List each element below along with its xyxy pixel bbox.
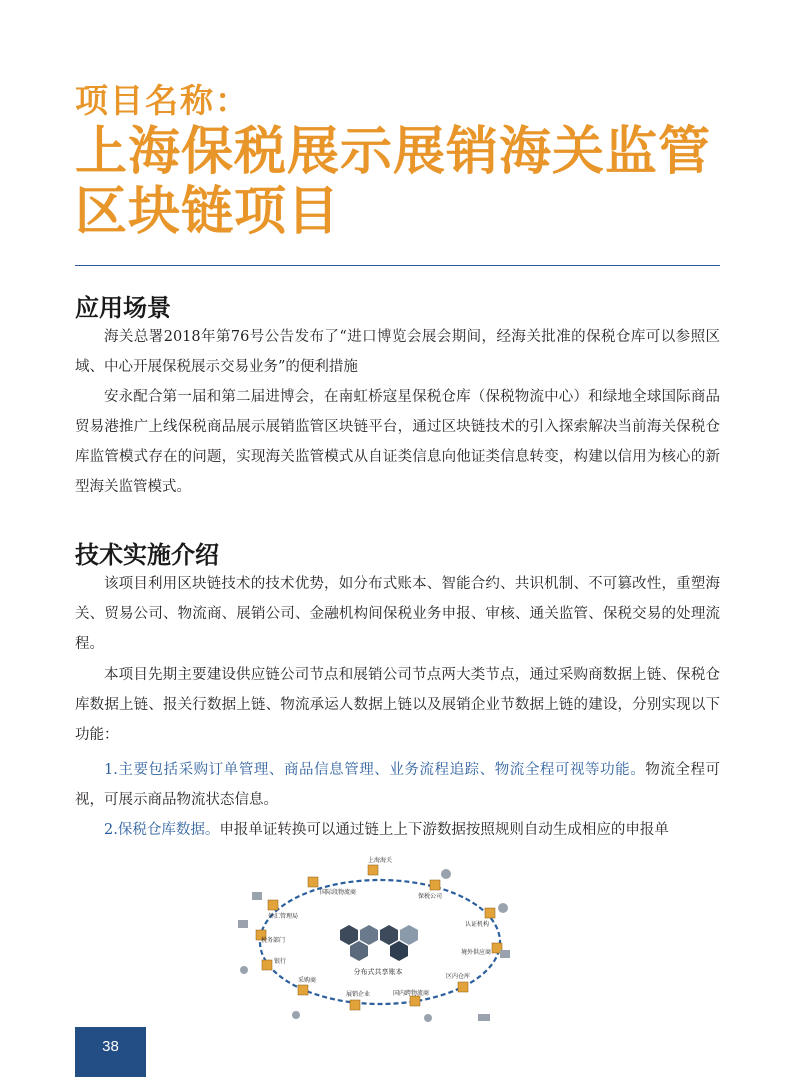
paragraph: 安永配合第一届和第二届进博会，在南虹桥寇星保税仓库（保税物流中心）和绿地全球国际商品贸易港推广上线保税商品展示展销监管区块链平台，通过区块链技术的引入探索解决当前海关保税仓库监管模式存在的问题，实现海关监管模式从自证类信息向他证类信息转变，构建以信用为核心的新型海关监管模式。 (75, 389, 720, 495)
node-block (485, 908, 495, 918)
building-icon (500, 950, 510, 958)
list-item-highlight: 2.保税仓库数据。 (104, 822, 220, 838)
project-title-line-1: 上海保税展示展销海关监管 (75, 122, 712, 182)
certification-icon (498, 903, 508, 913)
globe-icon (441, 869, 451, 879)
node-label: 区内仓库 (446, 973, 471, 980)
node-label: 展销企业 (346, 991, 371, 998)
list-item (75, 755, 720, 815)
node-block (458, 982, 468, 992)
truck-icon (478, 1014, 490, 1021)
section-title-implementation: 技术实施介绍 (75, 541, 219, 569)
project-title (75, 122, 735, 242)
node-block (410, 996, 420, 1006)
shared-ledger-center (340, 925, 418, 976)
list-item-text: 申报单证转换可以通过链上上下游数据按照规则自动生成相应的申报单 (219, 822, 669, 838)
node-label: 外汇管理局 (268, 913, 299, 920)
center-label: 分布式共享账本 (353, 968, 403, 976)
title-divider (75, 265, 720, 266)
home-icon (292, 1011, 300, 1019)
building-icon (252, 892, 262, 900)
list-item-highlight: 1.主要包括采购订单管理、商品信息管理、业务流程追踪、物流全程可视等功能。 (104, 762, 646, 778)
node-block (368, 865, 378, 875)
node-label: 国际段物流商 (320, 889, 357, 896)
node-block (308, 877, 318, 887)
globe-icon (424, 1014, 432, 1022)
node-block (298, 985, 308, 995)
node-labels (261, 856, 491, 998)
bank-icon (238, 920, 248, 928)
list-item-text: 物流全程可视，可展示商品物流状态信息。 (75, 762, 720, 808)
node-label: 采购商 (298, 977, 317, 984)
ledger-node-blocks (256, 865, 502, 1010)
node-block (262, 960, 272, 970)
page-number: 38 (75, 1027, 146, 1077)
node-label: 认证机构 (465, 921, 490, 928)
paragraph: 本项目先期主要建设供应链公司节点和展销公司节点两大类节点，通过采购商数据上链、保税仓库数据上链、报关行数据上链、物流承运人数据上链以及展销企业节数据上链的建设，分别实现以下功能： (75, 667, 720, 743)
node-icons (238, 869, 510, 1022)
node-label: 境外供应商 (461, 949, 492, 956)
node-label: 保税公司 (418, 893, 443, 900)
project-title-line-2: 区块链项目 (75, 182, 341, 242)
node-block (350, 1000, 360, 1010)
blockchain-network-diagram (228, 850, 528, 1028)
paragraph: 该项目利用区块链技术的技术优势，如分布式账本、智能合约、共识机制、不可篡改性，重塑海关、贸易公司、物流商、展销公司、金融机构间保税业务申报、审核、通关监管、保税交易的处理流程。 (75, 576, 720, 652)
node-label: 国内跨物流商 (393, 990, 430, 997)
node-block (268, 900, 278, 910)
node-block (430, 880, 440, 890)
list-item (75, 815, 720, 845)
person-icon (240, 966, 248, 974)
paragraph: 海关总署2018年第76号公告发布了“进口博览会展会期间，经海关批准的保税仓库可以参照区域、中心开展保税展示交易业务”的便利措施 (75, 329, 720, 375)
project-name-label: 项目名称： (75, 81, 250, 120)
node-label: 上海海关 (368, 857, 393, 864)
node-label: 银行 (274, 958, 287, 965)
node-label: 税务部门 (261, 937, 286, 944)
section-title-scenario: 应用场景 (75, 294, 171, 322)
